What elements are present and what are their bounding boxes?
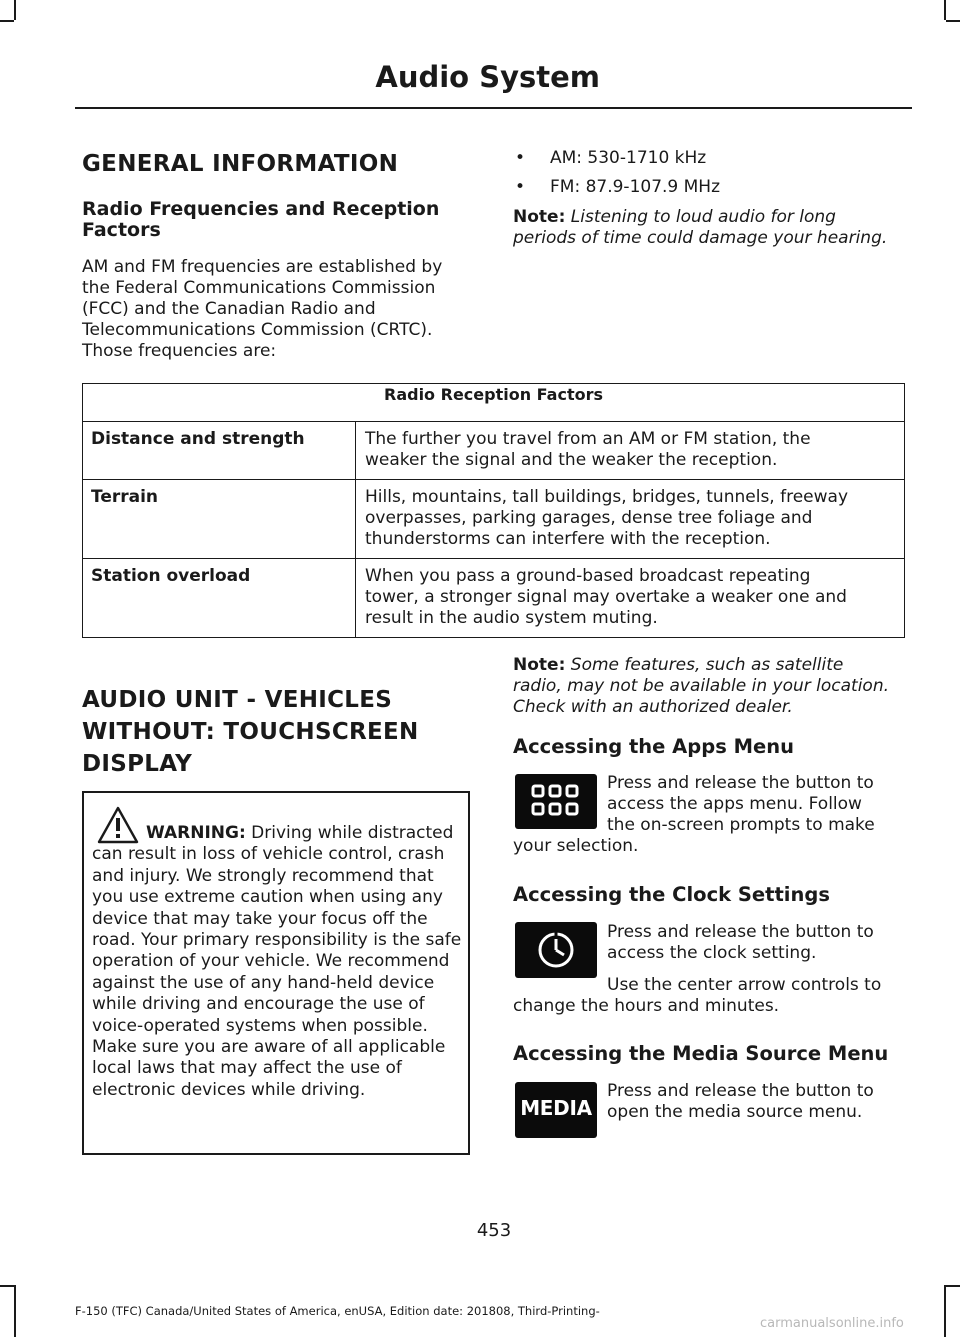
- intro-line: the Federal Communications Commission: [82, 278, 436, 298]
- note-label: Note:: [513, 207, 566, 227]
- factor-description: Hills, mountains, tall buildings, bridges, tunnels, freeway overpasses, parking garages, dense tree foliage and thunderstorms can interfere with the reception.: [356, 480, 905, 559]
- page-header-title: Audio System: [375, 60, 600, 94]
- page-footer: F-150 (TFC) Canada/United States of America, enUSA, Edition date: 201808, Third-Printing-: [75, 1304, 600, 1318]
- clock-arrow-instructions: Use the center arrow controls to: [607, 975, 882, 995]
- apps-description: Press and release the button to access the apps menu. Follow the on-screen prompts to make: [607, 773, 875, 835]
- availability-note: Note: Some features, such as satellite radio, may not be available in your location. Check with an authorized dealer.: [513, 655, 889, 717]
- media-heading: Accessing the Media Source Menu: [513, 1042, 889, 1065]
- table-title: Radio Reception Factors: [83, 384, 905, 422]
- table-row: [83, 422, 905, 480]
- section-heading-general: GENERAL INFORMATION: [82, 151, 399, 177]
- crop-mark: [14, 0, 16, 20]
- crop-mark: [14, 1285, 16, 1337]
- apps-grid-icon: [515, 774, 597, 829]
- clock-icon: [515, 922, 597, 978]
- factor-name: Distance and strength: [83, 422, 356, 480]
- crop-mark: [946, 1285, 960, 1287]
- media-button-icon: [515, 1082, 597, 1138]
- crop-mark: [946, 20, 960, 22]
- page-number: 453: [476, 1220, 512, 1241]
- clock-arrow-instructions-continued: change the hours and minutes.: [513, 996, 780, 1016]
- hearing-note: Note: Listening to loud audio for long periods of time could damage your hearing.: [513, 207, 888, 248]
- media-icon-label: MEDIA: [520, 1096, 592, 1120]
- intro-line: Those frequencies are:: [82, 341, 277, 361]
- factor-description: The further you travel from an AM or FM station, the weaker the signal and the weaker the reception.: [356, 422, 905, 480]
- factor-description: When you pass a ground-based broadcast repeating tower, a stronger signal may overtake a weaker one and result in the audio system muting.: [356, 559, 905, 638]
- subheading-line: Factors: [82, 219, 161, 241]
- factor-name: Station overload: [83, 559, 356, 638]
- apps-description-continued: your selection.: [513, 836, 639, 856]
- site-watermark: carmanualsonline.info: [760, 1316, 904, 1331]
- table-row: [83, 480, 905, 559]
- clock-button-icon: [515, 922, 597, 978]
- table-row: [83, 559, 905, 638]
- crop-mark: [0, 1285, 14, 1287]
- bullet-dot-icon: •: [515, 177, 526, 197]
- header-divider: [75, 107, 912, 109]
- intro-line: (FCC) and the Canadian Radio and: [82, 299, 376, 319]
- clock-description: Press and release the button to access the clock setting.: [607, 922, 874, 963]
- intro-paragraph: [82, 257, 442, 362]
- intro-line: AM and FM frequencies are established by: [82, 257, 443, 277]
- media-description: Press and release the button to open the media source menu.: [607, 1081, 874, 1122]
- section-heading-audio-unit: AUDIO UNIT - VEHICLES WITHOUT: TOUCHSCREEN DISPLAY: [82, 687, 419, 777]
- warning-label: WARNING:: [146, 823, 246, 843]
- warning-text: WARNING: Driving while distracted can result in loss of vehicle control, crash and injury. We strongly recommend that you use extreme caution when using any device that may take your focus off the road. Your primary responsibility is the safe operation of your vehicle. We recommend against the use of any hand-held device while driving and encourage the use of voice-operated systems when possible. Make sure you are aware of all applicable local laws that may affect the use of electronic devices while driving.: [92, 823, 462, 1100]
- subheading-line: Radio Frequencies and Reception: [82, 198, 440, 220]
- warning-box: [82, 791, 470, 1155]
- factor-name: Terrain: [83, 480, 356, 559]
- apps-heading: Accessing the Apps Menu: [513, 735, 794, 758]
- clock-heading: Accessing the Clock Settings: [513, 883, 830, 906]
- note-label: Note:: [513, 655, 566, 675]
- intro-line: Telecommunications Commission (CRTC).: [82, 320, 433, 340]
- crop-mark: [944, 1285, 946, 1337]
- crop-mark: [944, 0, 946, 20]
- bullet-dot-icon: •: [515, 148, 526, 168]
- reception-factors-table: [82, 383, 905, 638]
- crop-mark: [0, 20, 14, 22]
- apps-button-icon: [515, 774, 597, 829]
